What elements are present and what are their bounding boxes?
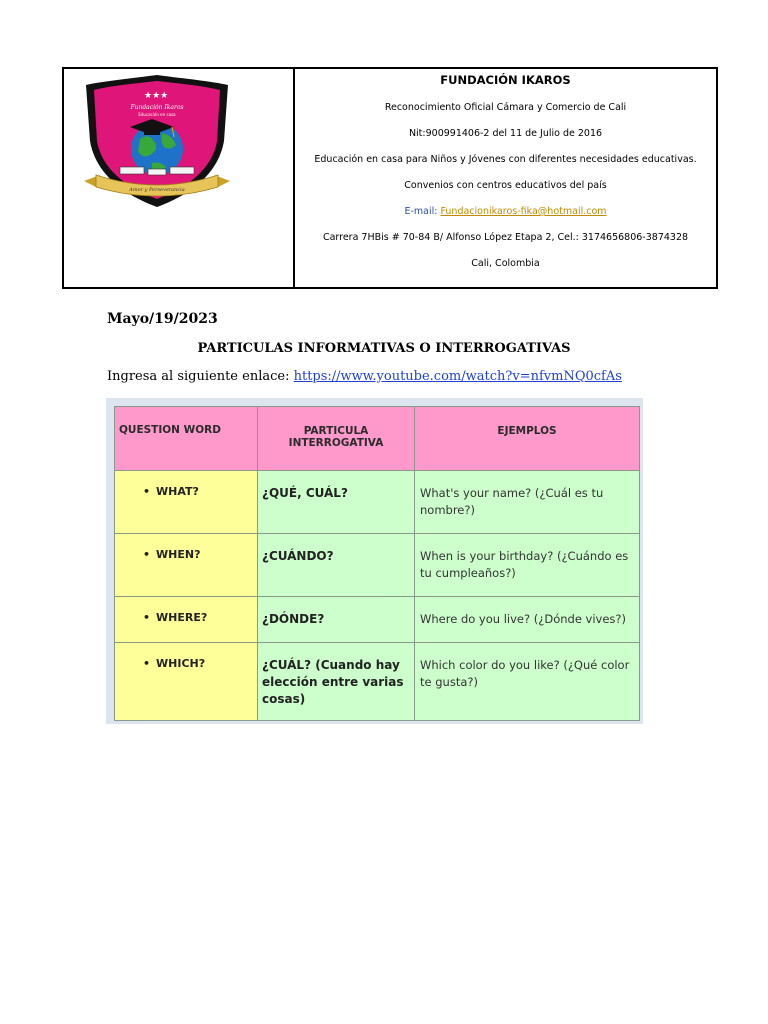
org-title: FUNDACIÓN IKAROS: [440, 73, 571, 87]
table-row: [115, 597, 640, 643]
email-link[interactable]: Fundacionikaros-fika@hotmail.com: [440, 206, 607, 217]
logo-ribbon-motto: Amor y Perseverancia: [129, 187, 185, 193]
bullet-icon: •: [143, 657, 151, 670]
question-word: WHERE?: [156, 611, 208, 624]
question-word-cell: [115, 471, 258, 534]
example-cell: When is your birthday? (¿Cuándo es tu cumpleaños?): [415, 534, 640, 597]
table-row: [115, 534, 640, 597]
bullet-icon: •: [143, 611, 151, 624]
question-words-table: [114, 406, 640, 721]
svg-text:★★★: ★★★: [144, 91, 169, 101]
question-word: WHEN?: [156, 548, 201, 561]
table-row: [115, 643, 640, 721]
bullet-icon: •: [143, 485, 151, 498]
particle-cell: ¿CUÁNDO?: [258, 534, 415, 597]
header-particle: PARTICULA INTERROGATIVA: [258, 407, 415, 471]
table-header-row: [115, 407, 640, 471]
youtube-link[interactable]: https://www.youtube.com/watch?v=nfvmNQ0cfAs: [293, 369, 622, 384]
logo-seal-title: Fundación Ikaros: [130, 104, 184, 111]
document-date: Mayo/19/2023: [107, 311, 218, 327]
link-line: [107, 369, 622, 384]
nit-text: Nit:900991406-2 del 11 de Julio de 2016: [408, 128, 603, 139]
email-label: E-mail:: [404, 206, 441, 217]
example-cell: Which color do you like? (¿Qué color te gusta?): [415, 643, 640, 721]
question-word: WHAT?: [156, 485, 199, 498]
foundation-logo-shield: [82, 71, 232, 211]
example-cell: What's your name? (¿Cuál es tu nombre?): [415, 471, 640, 534]
table-row: [115, 471, 640, 534]
particle-cell: ¿CUÁL? (Cuando hay elección entre varias cosas): [258, 643, 415, 721]
document-title: PARTICULAS INFORMATIVAS O INTERROGATIVAS: [197, 341, 571, 356]
example-cell: Where do you live? (¿Dónde vives?): [415, 597, 640, 643]
header-examples: EJEMPLOS: [415, 407, 640, 471]
city-text: Cali, Colombia: [471, 258, 540, 269]
logo-cell: [64, 69, 295, 287]
question-word-cell: [115, 534, 258, 597]
education-text: Educación en casa para Niños y Jóvenes con diferentes necesidades educativas.: [314, 154, 697, 165]
info-cell: [295, 69, 716, 287]
agreements-text: Convenios con centros educativos del país: [404, 180, 607, 191]
bullet-icon: •: [143, 548, 151, 561]
header-box: [62, 67, 718, 289]
address-text: Carrera 7HBis # 70-84 B/ Alfonso López Etapa 2, Cel.: 3174656806-3874328: [322, 232, 689, 243]
logo-seal-subtitle: Educación en casa: [138, 112, 176, 117]
question-word-cell: [115, 643, 258, 721]
question-word-cell: [115, 597, 258, 643]
question-word: WHICH?: [156, 657, 206, 670]
link-prefix: Ingresa al siguiente enlace:: [107, 369, 294, 384]
particle-cell: ¿DÓNDE?: [258, 597, 415, 643]
email-line: [295, 206, 716, 217]
header-question-word: QUESTION WORD: [115, 407, 258, 471]
recognition-text: Reconocimiento Oficial Cámara y Comercio de Cali: [384, 102, 627, 113]
question-words-table-frame: [106, 398, 643, 724]
particle-cell: ¿QUÉ, CUÁL?: [258, 471, 415, 534]
